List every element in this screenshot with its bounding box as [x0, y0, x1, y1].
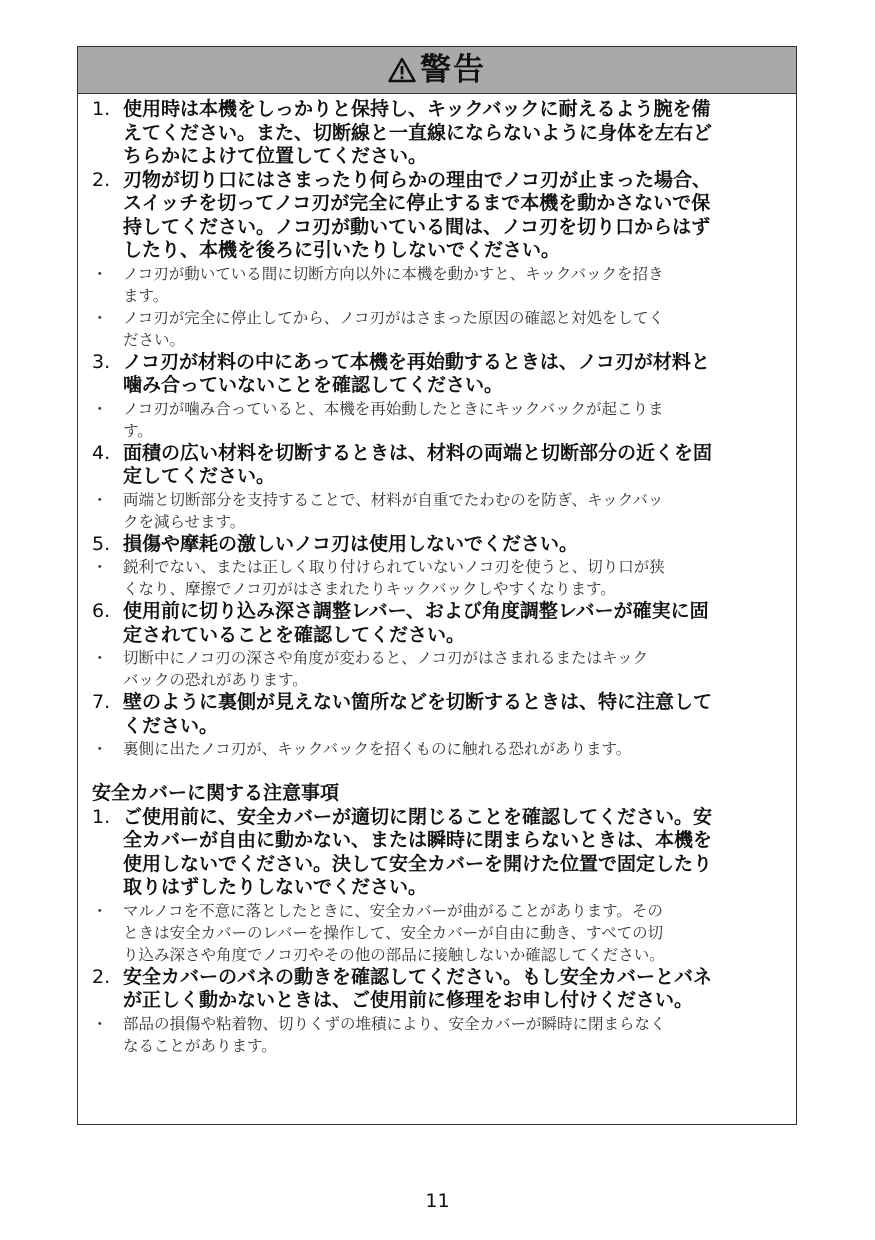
warning-item-6 [92, 600, 792, 647]
bullet-note [92, 738, 792, 760]
note-line: ときは安全カバーのレバーを操作して、安全カバーが自由に動き、すべての切 [123, 923, 664, 942]
note-line: 切断中にノコ刃の深さや角度が変わると、ノコ刃がはさまれるまたはキック [123, 649, 649, 667]
warning-item-4 [92, 442, 792, 489]
item-text [123, 533, 792, 557]
item-line: ください。 [123, 714, 219, 737]
warning-content [92, 98, 792, 1057]
item-line: 損傷や摩耗の激しいノコ刃は使用しないでください。 [123, 532, 579, 555]
note-text [123, 647, 792, 691]
warning-item-3 [92, 351, 792, 398]
item-line: 安全カバーのバネの動きを確認してください。もし安全カバーとバネ [123, 965, 713, 988]
warning-item-1 [92, 98, 792, 169]
safety-cover-heading: 安全カバーに関する注意事項 [92, 782, 340, 804]
item-line: 持してください。ノコ刃が動いている間は、ノコ刃を切り口からはず [123, 215, 711, 238]
item-line: 壁のように裏側が見えない箇所などを切断するときは、特に注意して [123, 691, 713, 713]
item-number: 1. [92, 98, 111, 120]
note-line: ノコ刃が動いている間に切断方向以外に本機を動かすと、キックバックを招き [123, 264, 664, 283]
item-line: 全カバーが自由に動かない、または瞬時に閉まらないときは、本機を [123, 829, 713, 851]
bullet-mark: ・ [92, 901, 108, 920]
bullet-mark: ・ [92, 308, 108, 327]
item-line: が正しく動かないときは、ご使用前に修理をお申し付けください。 [123, 989, 694, 1011]
warning-item-7 [92, 691, 792, 738]
bullet-mark: ・ [92, 649, 108, 667]
bullet-mark: ・ [92, 399, 108, 418]
item-number: 7. [92, 691, 111, 713]
item-line: ご使用前に、安全カバーが適切に閉じることを確認してください。安 [123, 805, 713, 828]
note-line: 鋭利でない、または正しく取り付けられていないノコ刃を使うと、切り口が狭 [123, 558, 665, 576]
item-line: 定してください。 [123, 465, 276, 487]
bullet-note [92, 1013, 792, 1057]
page-number: 11 [425, 1190, 450, 1212]
note-text [123, 738, 792, 760]
item-line: したり、本機を後ろに引いたりしないでください。 [123, 239, 561, 261]
item-line: 刃物が切り口にはさまったり何らかの理由でノコ刃が止まった場合、 [123, 168, 712, 191]
note-text [123, 398, 792, 442]
warning-header [78, 47, 796, 94]
item-line: 噛み合っていないことを確認してください。 [123, 374, 504, 396]
bullet-note [92, 556, 792, 600]
note-line: 裏側に出たノコ刃が、キックバックを招くものに触れる恐れがあります。 [123, 740, 632, 758]
item-number: 2. [92, 168, 111, 191]
item-number: 1. [92, 805, 111, 828]
item-line: スイッチを切ってノコ刃が完全に停止するまで本機を動かさないで保 [123, 192, 711, 214]
item-text [123, 806, 792, 900]
bullet-note [92, 307, 792, 351]
bullet-note [92, 263, 792, 307]
item-number: 2. [92, 965, 111, 988]
warning-title: 警告 [420, 51, 486, 88]
note-line: なることがあります。 [123, 1036, 277, 1055]
item-text [123, 351, 792, 398]
item-line: ちらかによけて位置してください。 [123, 145, 428, 167]
note-line: ノコ刃が完全に停止してから、ノコ刃がはさまった原因の確認と対処をしてく [123, 308, 664, 327]
safety-item-2 [92, 966, 792, 1013]
note-line: す。 [123, 421, 153, 440]
item-line: ノコ刃が材料の中にあって本機を再始動するときは、ノコ刃が材料と [123, 350, 710, 373]
note-line: バックの恐れがあります。 [123, 671, 308, 689]
note-text [123, 1013, 792, 1057]
bullet-note [92, 647, 792, 691]
warning-box [77, 46, 797, 1125]
note-line: くなり、摩擦でノコ刃がはさまれたりキックバックしやすくなります。 [123, 580, 616, 598]
item-number: 6. [92, 600, 111, 622]
note-text [123, 307, 792, 351]
note-line: クを減らせます。 [123, 512, 246, 531]
item-text [123, 691, 792, 738]
bullet-mark: ・ [92, 490, 108, 509]
item-number: 4. [92, 441, 111, 464]
note-line: ます。 [123, 286, 169, 305]
warning-item-2 [92, 169, 792, 263]
item-line: 取りはずしたりしないでください。 [123, 876, 428, 898]
note-text [123, 900, 792, 966]
item-text [123, 442, 792, 489]
item-line: 面積の広い材料を切断するときは、材料の両端と切断部分の近くを固 [123, 441, 713, 464]
note-text [123, 489, 792, 533]
item-line: 定されていることを確認してください。 [123, 623, 466, 646]
note-line: ださい。 [123, 330, 186, 349]
note-line: マルノコを不意に落としたときに、安全カバーが曲がることがあります。その [123, 901, 663, 920]
note-line: 両端と切断部分を支持することで、材料が自重でたわむのを防ぎ、キックバッ [123, 490, 664, 509]
note-line: ノコ刃が噛み合っていると、本機を再始動したときにキックバックが起こりま [123, 399, 664, 418]
item-line: 使用時は本機をしっかりと保持し、キックバックに耐えるよう腕を備 [123, 98, 711, 120]
note-text [123, 556, 792, 600]
item-text [123, 98, 792, 169]
item-text [123, 169, 792, 263]
bullet-note [92, 398, 792, 442]
safety-item-1 [92, 806, 792, 900]
item-text [123, 966, 792, 1013]
item-number: 5. [92, 532, 111, 555]
bullet-mark: ・ [92, 740, 108, 758]
note-line: 部品の損傷や粘着物、切りくずの堆積により、安全カバーが瞬時に閉まらなく [123, 1014, 666, 1033]
item-line: えてください。また、切断線と一直線にならないように身体を左右ど [123, 121, 713, 144]
bullet-mark: ・ [92, 558, 108, 576]
bullet-mark: ・ [92, 264, 108, 283]
bullet-note [92, 489, 792, 533]
warning-item-5 [92, 533, 792, 557]
note-text [123, 263, 792, 307]
note-line: り込み深さや角度でノコ刃やその他の部品に接触しないか確認してください。 [123, 945, 665, 964]
warning-triangle-icon [388, 57, 416, 83]
bullet-mark: ・ [92, 1014, 108, 1033]
item-line: 使用しないでください。決して安全カバーを開けた位置で固定したり [123, 852, 713, 875]
bullet-note [92, 900, 792, 966]
item-text [123, 600, 792, 647]
item-number: 3. [92, 350, 111, 373]
item-line: 使用前に切り込み深さ調整レバー、および角度調整レバーが確実に固 [123, 600, 709, 622]
